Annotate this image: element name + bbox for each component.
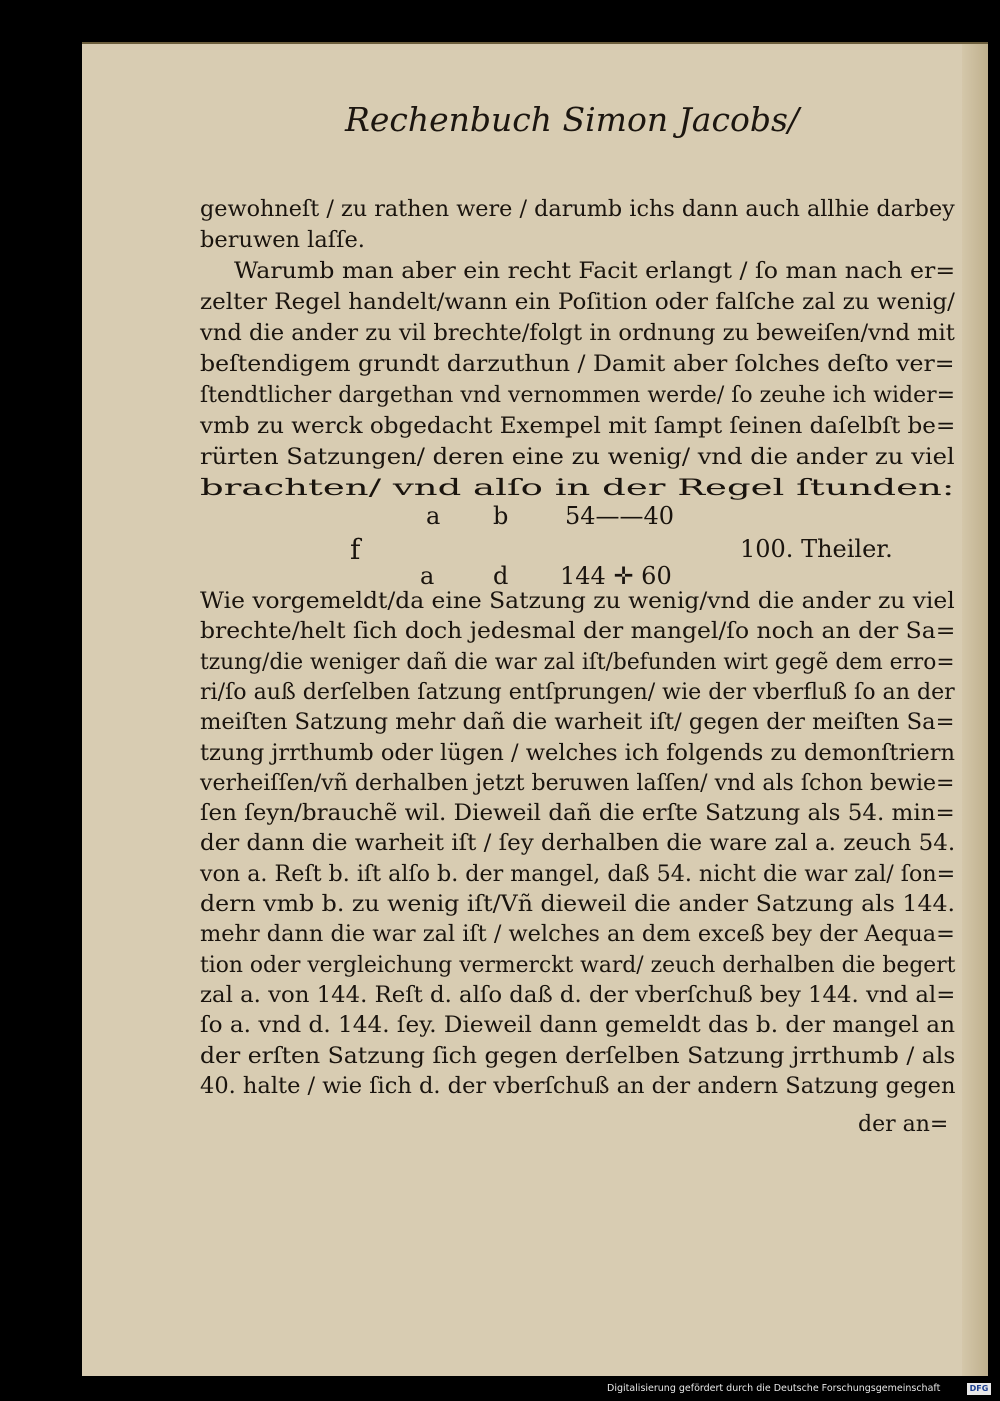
dfg-logo: DFG (967, 1383, 991, 1395)
scheme-row1-value: 54——40 (565, 502, 675, 530)
scheme-f-label: f (350, 533, 361, 566)
scheme-row2-d: d (493, 562, 509, 590)
text-line: tion oder vergleichung vermerckt ward/ zeuch derhalben die begert (200, 951, 956, 978)
text-line: tzung jrrthumb oder lügen / welches ich folgends zu demonſtriern (200, 739, 955, 766)
text-line: verheiſſen/vñ derhalben jetzt beruwen laſſen/ vnd als ſchon bewie= (200, 769, 955, 796)
text-line: ri/ſo auß derſelben ſatzung entſprungen/ wie der vberfluß ſo an der (200, 678, 955, 705)
text-line: dern vmb b. zu wenig iſt/Vñ dieweil die ander Satzung als 144. (200, 891, 956, 917)
text-line: Warumb man aber ein recht Facit erlangt / ſo man nach er= (234, 258, 956, 284)
text-line: Wie vorgemeldt/da eine Satzung zu wenig/vnd die ander zu viel (200, 588, 955, 614)
text-line: vmb zu werck obgedacht Exempel mit ſampt ſeinen daſelbſt be= (200, 413, 956, 439)
scheme-row1-b: b (493, 502, 509, 530)
text-line: ſtendtlicher dargethan vnd vernommen werde/ ſo zeuhe ich wider= (200, 382, 956, 408)
text-line: brachten/ vnd alſo in der Regel ſtunden: (200, 475, 955, 501)
text-line: der erſten Satzung ſich gegen derſelben Satzung jrrthumb / als (200, 1042, 956, 1069)
scheme-row1-a: a (426, 502, 441, 530)
text-line: 40. halte / wie ſich d. der vberſchuß an der andern Satzung gegen (200, 1072, 956, 1099)
text-line: zelter Regel handelt/wann ein Poſition oder falſche zal zu wenig/ (200, 289, 955, 315)
text-line: von a. Reſt b. iſt alſo b. der mangel, daß 54. nicht die war zal/ ſon= (200, 860, 956, 887)
text-line: ſo a. vnd d. 144. ſey. Dieweil dann gemeldt das b. der mangel an (200, 1012, 955, 1039)
text-line: beruwen laſſe. (200, 227, 365, 253)
catchword: der an= (858, 1112, 949, 1137)
text-line: rürten Satzungen/ deren eine zu wenig/ vnd die ander zu viel (200, 444, 955, 470)
text-line: mehr dann die war zal iſt / welches an dem exceß bey der Aequa= (200, 921, 955, 948)
scheme-row2-a: a (420, 562, 435, 590)
page-edge (962, 44, 988, 1376)
text-line: der dann die warheit iſt / ſey derhalben die ware zal a. zeuch 54. (200, 830, 956, 857)
text-line: vnd die ander zu vil brechte/folgt in ordnung zu beweiſen/vnd mit (200, 320, 955, 346)
running-head: Rechenbuch Simon Jacobs/ (345, 100, 799, 139)
digitization-credit: Digitalisierung gefördert durch die Deutsche Forschungsgemeinschaft (607, 1383, 941, 1394)
text-line: brechte/helt ſich doch jedesmal der mangel/ſo noch an der Sa= (200, 618, 956, 645)
text-line: meiſten Satzung mehr dañ die warheit iſt/ gegen der meiſten Sa= (200, 709, 955, 736)
scheme-row2-value: 144 ✛ 60 (560, 562, 672, 590)
text-line: beſtendigem grundt darzuthun / Damit aber ſolches deſto ver= (200, 351, 955, 377)
text-line: ſen ſeyn/brauchẽ wil. Dieweil dañ die erſte Satzung als 54. min= (200, 800, 955, 827)
text-line: tzung/die weniger dañ die war zal iſt/befunden wirt gegẽ dem erro= (200, 648, 955, 675)
scheme-divisor: 100. Theiler. (740, 535, 893, 563)
text-line: gewohneſt / zu rathen were / darumb ichs dann auch allhie darbey (200, 196, 955, 222)
text-line: zal a. von 144. Reſt d. alſo daß d. der vberſchuß bey 144. vnd al= (200, 981, 956, 1008)
